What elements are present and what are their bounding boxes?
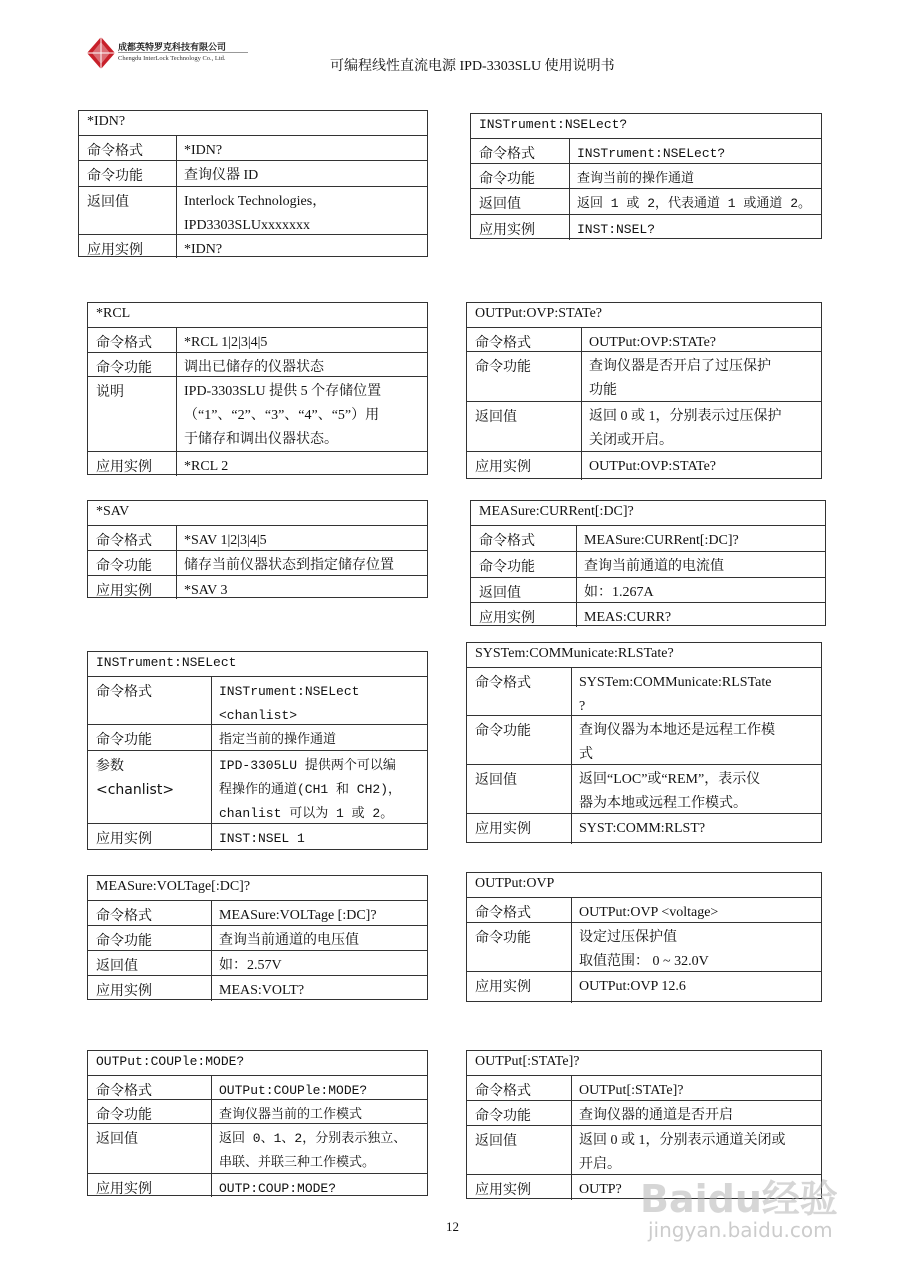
table-title: OUTPut:OVP:STATe?	[475, 306, 603, 321]
table-row	[88, 750, 427, 823]
row-value: *IDN?	[184, 143, 223, 158]
table-row	[467, 922, 821, 971]
column-divider	[211, 976, 212, 1001]
table-row	[88, 1173, 427, 1197]
row-value: 查询仪器的通道是否开启	[579, 1108, 733, 1123]
table-row	[471, 138, 821, 163]
column-divider	[571, 1126, 572, 1174]
watermark-url: jingyan.baidu.com	[648, 1218, 833, 1242]
row-value: 如：2.57V	[219, 958, 282, 973]
column-divider	[571, 898, 572, 922]
row-label: 命令功能	[87, 168, 143, 184]
table-row	[88, 925, 427, 950]
column-divider	[571, 765, 572, 813]
column-divider	[581, 402, 582, 451]
row-label: 命令功能	[96, 732, 152, 748]
column-divider	[581, 328, 582, 351]
row-label: 命令格式	[479, 533, 535, 549]
row-value: SYST:COMM:RLST?	[579, 821, 706, 836]
table-row	[88, 376, 427, 451]
row-value: OUTPut:COUPle:MODE?	[219, 1083, 368, 1098]
column-divider	[211, 751, 212, 823]
table-row	[467, 897, 821, 922]
row-value: OUTPut[:STATe]?	[579, 1083, 684, 1098]
table-row	[88, 676, 427, 724]
row-label: 命令格式	[475, 905, 531, 921]
table-title: MEASure:VOLTage[:DC]?	[96, 879, 251, 894]
row-label: 命令功能	[475, 1108, 531, 1124]
column-divider	[176, 161, 177, 186]
column-divider	[569, 215, 570, 240]
row-value: 返回 1 或 2，代表通道 1 或通道 2。	[577, 196, 812, 211]
row-label: 命令功能	[479, 559, 535, 575]
command-table	[87, 1050, 428, 1196]
column-divider	[211, 1174, 212, 1197]
row-value: INST:NSEL?	[577, 222, 656, 237]
row-label: 命令功能	[96, 558, 152, 574]
row-label: 返回值	[87, 194, 129, 210]
column-divider	[571, 668, 572, 715]
table-title: *RCL	[96, 306, 131, 321]
row-value: 调出已储存的仪器状态	[184, 360, 324, 375]
table-row	[467, 351, 821, 401]
table-row	[467, 715, 821, 764]
column-divider	[571, 923, 572, 971]
row-value: 查询仪器为本地还是远程工作模 式	[579, 723, 775, 762]
table-title: *SAV	[96, 504, 130, 519]
table-row	[467, 401, 821, 451]
column-divider	[211, 951, 212, 975]
command-table	[87, 302, 428, 475]
row-value: IPD-3305LU 提供两个可以编 程操作的通道(CH1 和 CH2)， chanlist 可以为 1 或 2。	[219, 758, 402, 821]
row-value: 返回 0 或 1，分别表示过压保护 关闭或开启。	[589, 409, 782, 448]
row-label: 命令格式	[475, 335, 531, 351]
row-label: 应用实例	[475, 821, 531, 837]
row-value: 查询仪器当前的工作模式	[219, 1107, 363, 1122]
row-label: 应用实例	[87, 242, 143, 258]
table-row	[88, 975, 427, 1001]
row-value: MEASure:VOLTage [:DC]?	[219, 908, 377, 923]
row-value: 查询当前通道的电压值	[219, 933, 359, 948]
column-divider	[571, 814, 572, 844]
column-divider	[211, 1076, 212, 1099]
table-row	[471, 602, 825, 627]
table-row	[79, 135, 427, 160]
command-table	[470, 113, 822, 239]
table-row	[88, 1075, 427, 1099]
row-label: 应用实例	[479, 610, 535, 626]
column-divider	[176, 353, 177, 376]
row-label: 应用实例	[96, 831, 152, 847]
column-divider	[576, 526, 577, 551]
company-logo-icon	[86, 36, 116, 70]
row-label: 应用实例	[475, 459, 531, 475]
row-value: OUTPut:OVP:STATe?	[589, 335, 717, 350]
table-title: INSTrument:NSELect	[96, 655, 237, 670]
command-table	[466, 302, 822, 479]
row-value: INSTrument:NSELect?	[577, 146, 726, 161]
column-divider	[176, 136, 177, 160]
column-divider	[581, 452, 582, 480]
watermark: Baidu经验	[640, 1177, 838, 1221]
table-row	[88, 327, 427, 352]
row-label: 返回值	[479, 585, 521, 601]
table-row	[88, 352, 427, 376]
row-value: 指定当前的操作通道	[219, 732, 337, 747]
row-value: *IDN?	[184, 242, 223, 257]
column-divider	[211, 824, 212, 851]
table-title: MEASure:CURRent[:DC]?	[479, 504, 634, 519]
table-row	[88, 1099, 427, 1123]
column-divider	[569, 164, 570, 188]
row-label: 命令格式	[96, 1083, 152, 1099]
table-row	[471, 163, 821, 188]
column-divider	[176, 526, 177, 550]
table-row	[88, 900, 427, 925]
row-label: 说明	[96, 384, 124, 400]
command-table	[87, 500, 428, 598]
row-value: SYSTem:COMMunicate:RLSTate ?	[579, 675, 772, 714]
row-label: 返回值	[475, 772, 517, 788]
row-label: 返回值	[475, 1133, 517, 1149]
table-title: *IDN?	[87, 114, 126, 129]
row-label: 返回值	[479, 196, 521, 212]
row-value: MEAS:VOLT?	[219, 983, 305, 998]
row-value: 查询当前的操作通道	[577, 171, 695, 186]
column-divider	[211, 901, 212, 925]
table-row	[467, 667, 821, 715]
row-value: OUTP:COUP:MODE?	[219, 1181, 337, 1196]
table-row	[471, 551, 825, 577]
table-row	[467, 1100, 821, 1125]
row-label: 命令格式	[96, 684, 152, 700]
row-label: 命令功能	[96, 360, 152, 376]
column-divider	[211, 1100, 212, 1123]
column-divider	[571, 972, 572, 1003]
row-value: *RCL 2	[184, 459, 229, 474]
table-title: OUTPut:COUPle:MODE?	[96, 1054, 245, 1069]
table-row	[79, 160, 427, 186]
row-label: 返回值	[475, 409, 517, 425]
table-row	[79, 186, 427, 234]
company-name-cn: 成都英特罗克科技有限公司	[118, 43, 227, 53]
command-table	[87, 651, 428, 850]
row-value: MEASure:CURRent[:DC]?	[584, 533, 739, 548]
column-divider	[211, 677, 212, 724]
column-divider	[176, 328, 177, 352]
row-label: 命令格式	[475, 1083, 531, 1099]
row-value: OUTP?	[579, 1182, 622, 1197]
row-label: 命令功能	[475, 723, 531, 739]
row-label: 命令功能	[96, 1107, 152, 1123]
column-divider	[176, 551, 177, 575]
logo-divider	[118, 52, 248, 53]
table-row	[471, 214, 821, 240]
column-divider	[576, 552, 577, 577]
command-table	[466, 642, 822, 843]
row-value: *RCL 1|2|3|4|5	[184, 335, 268, 350]
table-row	[88, 550, 427, 575]
table-row	[88, 525, 427, 550]
table-title: OUTPut[:STATe]?	[475, 1054, 580, 1069]
table-row	[471, 525, 825, 551]
table-row	[471, 188, 821, 214]
row-label: 应用实例	[96, 1181, 152, 1197]
table-row	[79, 234, 427, 258]
row-value: 储存当前仪器状态到指定储存位置	[184, 558, 394, 573]
table-row	[467, 764, 821, 813]
column-divider	[571, 1076, 572, 1100]
row-value: 设定过压保护值 取值范围： 0 ~ 32.0V	[579, 930, 709, 969]
row-label: 参数 <chanlist>	[96, 758, 175, 798]
row-value: OUTPut:OVP 12.6	[579, 979, 686, 994]
row-label: 命令格式	[96, 533, 152, 549]
row-label: 命令格式	[479, 146, 535, 162]
row-value: 如：1.267A	[584, 585, 654, 600]
table-title: OUTPut:OVP	[475, 876, 555, 891]
column-divider	[211, 725, 212, 750]
row-label: 命令功能	[479, 171, 535, 187]
row-label: 应用实例	[96, 459, 152, 475]
row-label: 应用实例	[96, 583, 152, 599]
column-divider	[176, 377, 177, 451]
row-value: MEAS:CURR?	[584, 610, 672, 625]
row-label: 命令格式	[96, 335, 152, 351]
column-divider	[211, 926, 212, 950]
company-name-en: Chengdu InterLock Technology Co., Ltd.	[118, 55, 226, 62]
row-value: INST:NSEL 1	[219, 831, 305, 846]
row-value: IPD-3303SLU 提供 5 个存储位置 （“1”、“2”、“3”、“4”、“5”）用 于储存和调出仪器状态。	[184, 384, 382, 447]
row-value: 查询仪器是否开启了过压保护 功能	[589, 359, 771, 398]
row-label: 命令功能	[475, 359, 531, 375]
row-label: 命令功能	[96, 933, 152, 949]
table-row	[88, 950, 427, 975]
row-value: OUTPut:OVP:STATe?	[589, 459, 717, 474]
row-value: 返回“LOC”或“REM”，表示仪 器为本地或远程工作模式。	[579, 772, 761, 811]
table-title: INSTrument:NSELect?	[479, 117, 628, 132]
command-table	[466, 872, 822, 1002]
table-row	[88, 823, 427, 851]
table-row	[467, 971, 821, 1003]
row-label: 应用实例	[479, 222, 535, 238]
column-divider	[576, 603, 577, 627]
column-divider	[569, 139, 570, 163]
command-table	[87, 875, 428, 1000]
table-row	[88, 724, 427, 750]
row-value: INSTrument:NSELect <chanlist>	[219, 684, 360, 723]
table-row	[467, 813, 821, 844]
table-row	[88, 575, 427, 599]
table-title: SYSTem:COMMunicate:RLSTate?	[475, 646, 674, 661]
row-label: 命令格式	[87, 143, 143, 159]
column-divider	[571, 1175, 572, 1200]
row-label: 命令格式	[96, 908, 152, 924]
table-row	[467, 327, 821, 351]
column-divider	[176, 576, 177, 599]
column-divider	[176, 235, 177, 258]
table-row	[88, 1123, 427, 1173]
row-value: 返回 0 或 1，分别表示通道关闭或 开启。	[579, 1133, 786, 1172]
row-label: 应用实例	[475, 979, 531, 995]
column-divider	[176, 452, 177, 476]
column-divider	[176, 187, 177, 234]
page-number: 12	[446, 1219, 459, 1234]
column-divider	[571, 1101, 572, 1125]
column-divider	[581, 352, 582, 401]
row-label: 返回值	[96, 1131, 138, 1147]
command-table	[78, 110, 428, 257]
row-label: 应用实例	[475, 1182, 531, 1198]
column-divider	[211, 1124, 212, 1173]
table-row	[88, 451, 427, 476]
row-value: OUTPut:OVP <voltage>	[579, 905, 719, 920]
row-label: 应用实例	[96, 983, 152, 999]
row-label: 命令功能	[475, 930, 531, 946]
row-value: 查询当前通道的电流值	[584, 559, 724, 574]
column-divider	[571, 716, 572, 764]
table-row	[467, 451, 821, 480]
row-value: *SAV 3	[184, 583, 228, 598]
row-value: *SAV 1|2|3|4|5	[184, 533, 267, 548]
command-table	[470, 500, 826, 626]
row-value: 查询仪器 ID	[184, 168, 259, 183]
row-value: Interlock Technologies， IPD3303SLUxxxxxxx	[184, 194, 327, 233]
row-label: 返回值	[96, 958, 138, 974]
table-row	[467, 1075, 821, 1100]
document-title: 可编程线性直流电源 IPD-3303SLU 使用说明书	[330, 59, 615, 74]
column-divider	[569, 189, 570, 214]
row-value: 返回 0、1、2，分别表示独立、 串联、并联三种工作模式。	[219, 1131, 407, 1170]
row-label: 命令格式	[475, 675, 531, 691]
table-row	[467, 1125, 821, 1174]
table-row	[471, 577, 825, 602]
column-divider	[576, 578, 577, 602]
